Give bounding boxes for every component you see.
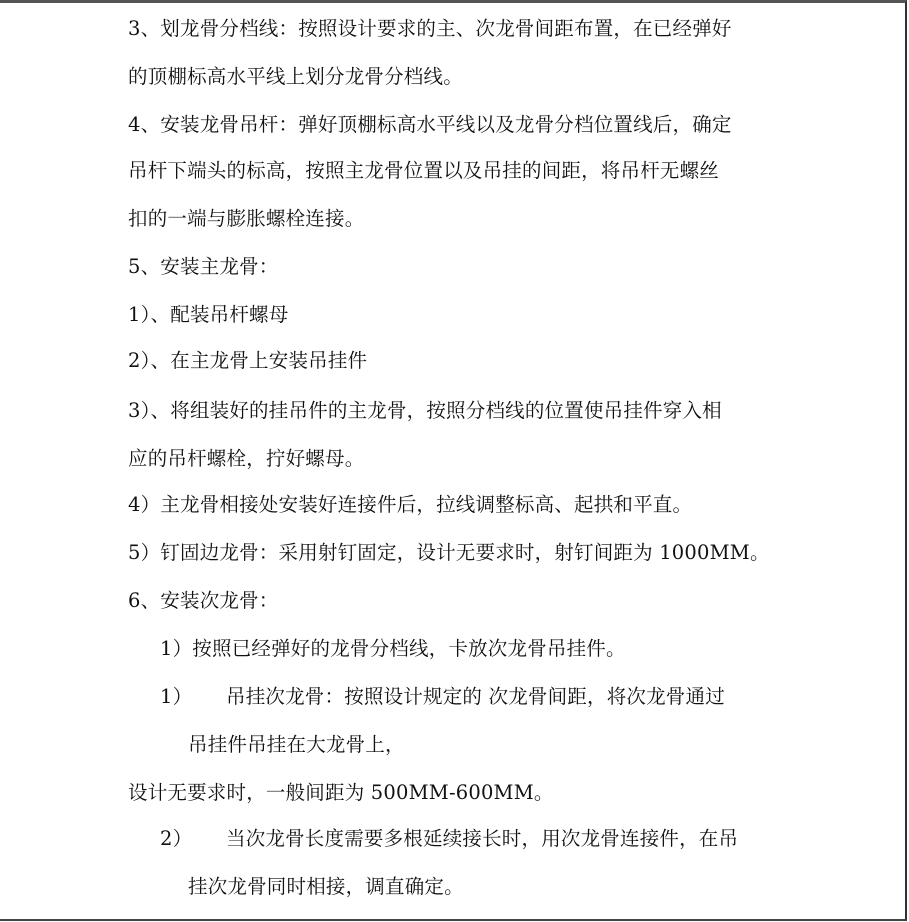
list-item	[160, 685, 725, 709]
paragraph-line: 3、划龙骨分档线：按照设计要求的主、次龙骨间距布置，在已经弹好	[128, 17, 732, 40]
paragraph-line: 设计无要求时，一般间距为 500MM-600MM。	[128, 781, 554, 804]
paragraph-line: 应的吊杆螺栓，拧好螺母。	[128, 447, 365, 470]
list-number: 2）	[160, 827, 193, 850]
list-item	[160, 827, 738, 851]
list-item: 1）按照已经弹好的龙骨分档线，卡放次龙骨吊挂件。	[160, 637, 626, 660]
list-item: 4）主龙骨相接处安装好连接件后，拉线调整标高、起拱和平直。	[128, 493, 693, 516]
paragraph-line: 挂次龙骨同时相接，调直确定。	[188, 875, 464, 898]
list-text: 当次龙骨长度需要多根延续接长时，用次龙骨连接件，在吊	[226, 827, 739, 850]
list-item: 1）、配装吊杆螺母	[128, 303, 289, 326]
paragraph-line: 扣的一端与膨胀螺栓连接。	[128, 207, 365, 230]
list-item: 3）、将组装好的挂吊件的主龙骨，按照分档线的位置使吊挂件穿入相	[128, 399, 722, 422]
paragraph-line: 吊杆下端头的标高，按照主龙骨位置以及吊挂的间距，将吊杆无螺丝	[128, 159, 720, 182]
paragraph-line: 4、安装龙骨吊杆：弹好顶棚标高水平线以及龙骨分档位置线后，确定	[128, 113, 732, 136]
list-item: 2）、在主龙骨上安装吊挂件	[128, 349, 368, 372]
paragraph-line: 吊挂件吊挂在大龙骨上，	[188, 733, 405, 756]
section-heading: 5、安装主龙骨：	[128, 255, 279, 278]
paragraph-line: 的顶棚标高水平线上划分龙骨分档线。	[128, 65, 463, 88]
section-heading: 6、安装次龙骨：	[128, 589, 279, 612]
list-number: 1）	[160, 685, 193, 708]
list-item: 5）钉固边龙骨：采用射钉固定，设计无要求时，射钉间距为 1000MM。	[128, 541, 770, 564]
list-text: 吊挂次龙骨：按照设计规定的 次龙骨间距，将次龙骨通过	[226, 685, 725, 708]
